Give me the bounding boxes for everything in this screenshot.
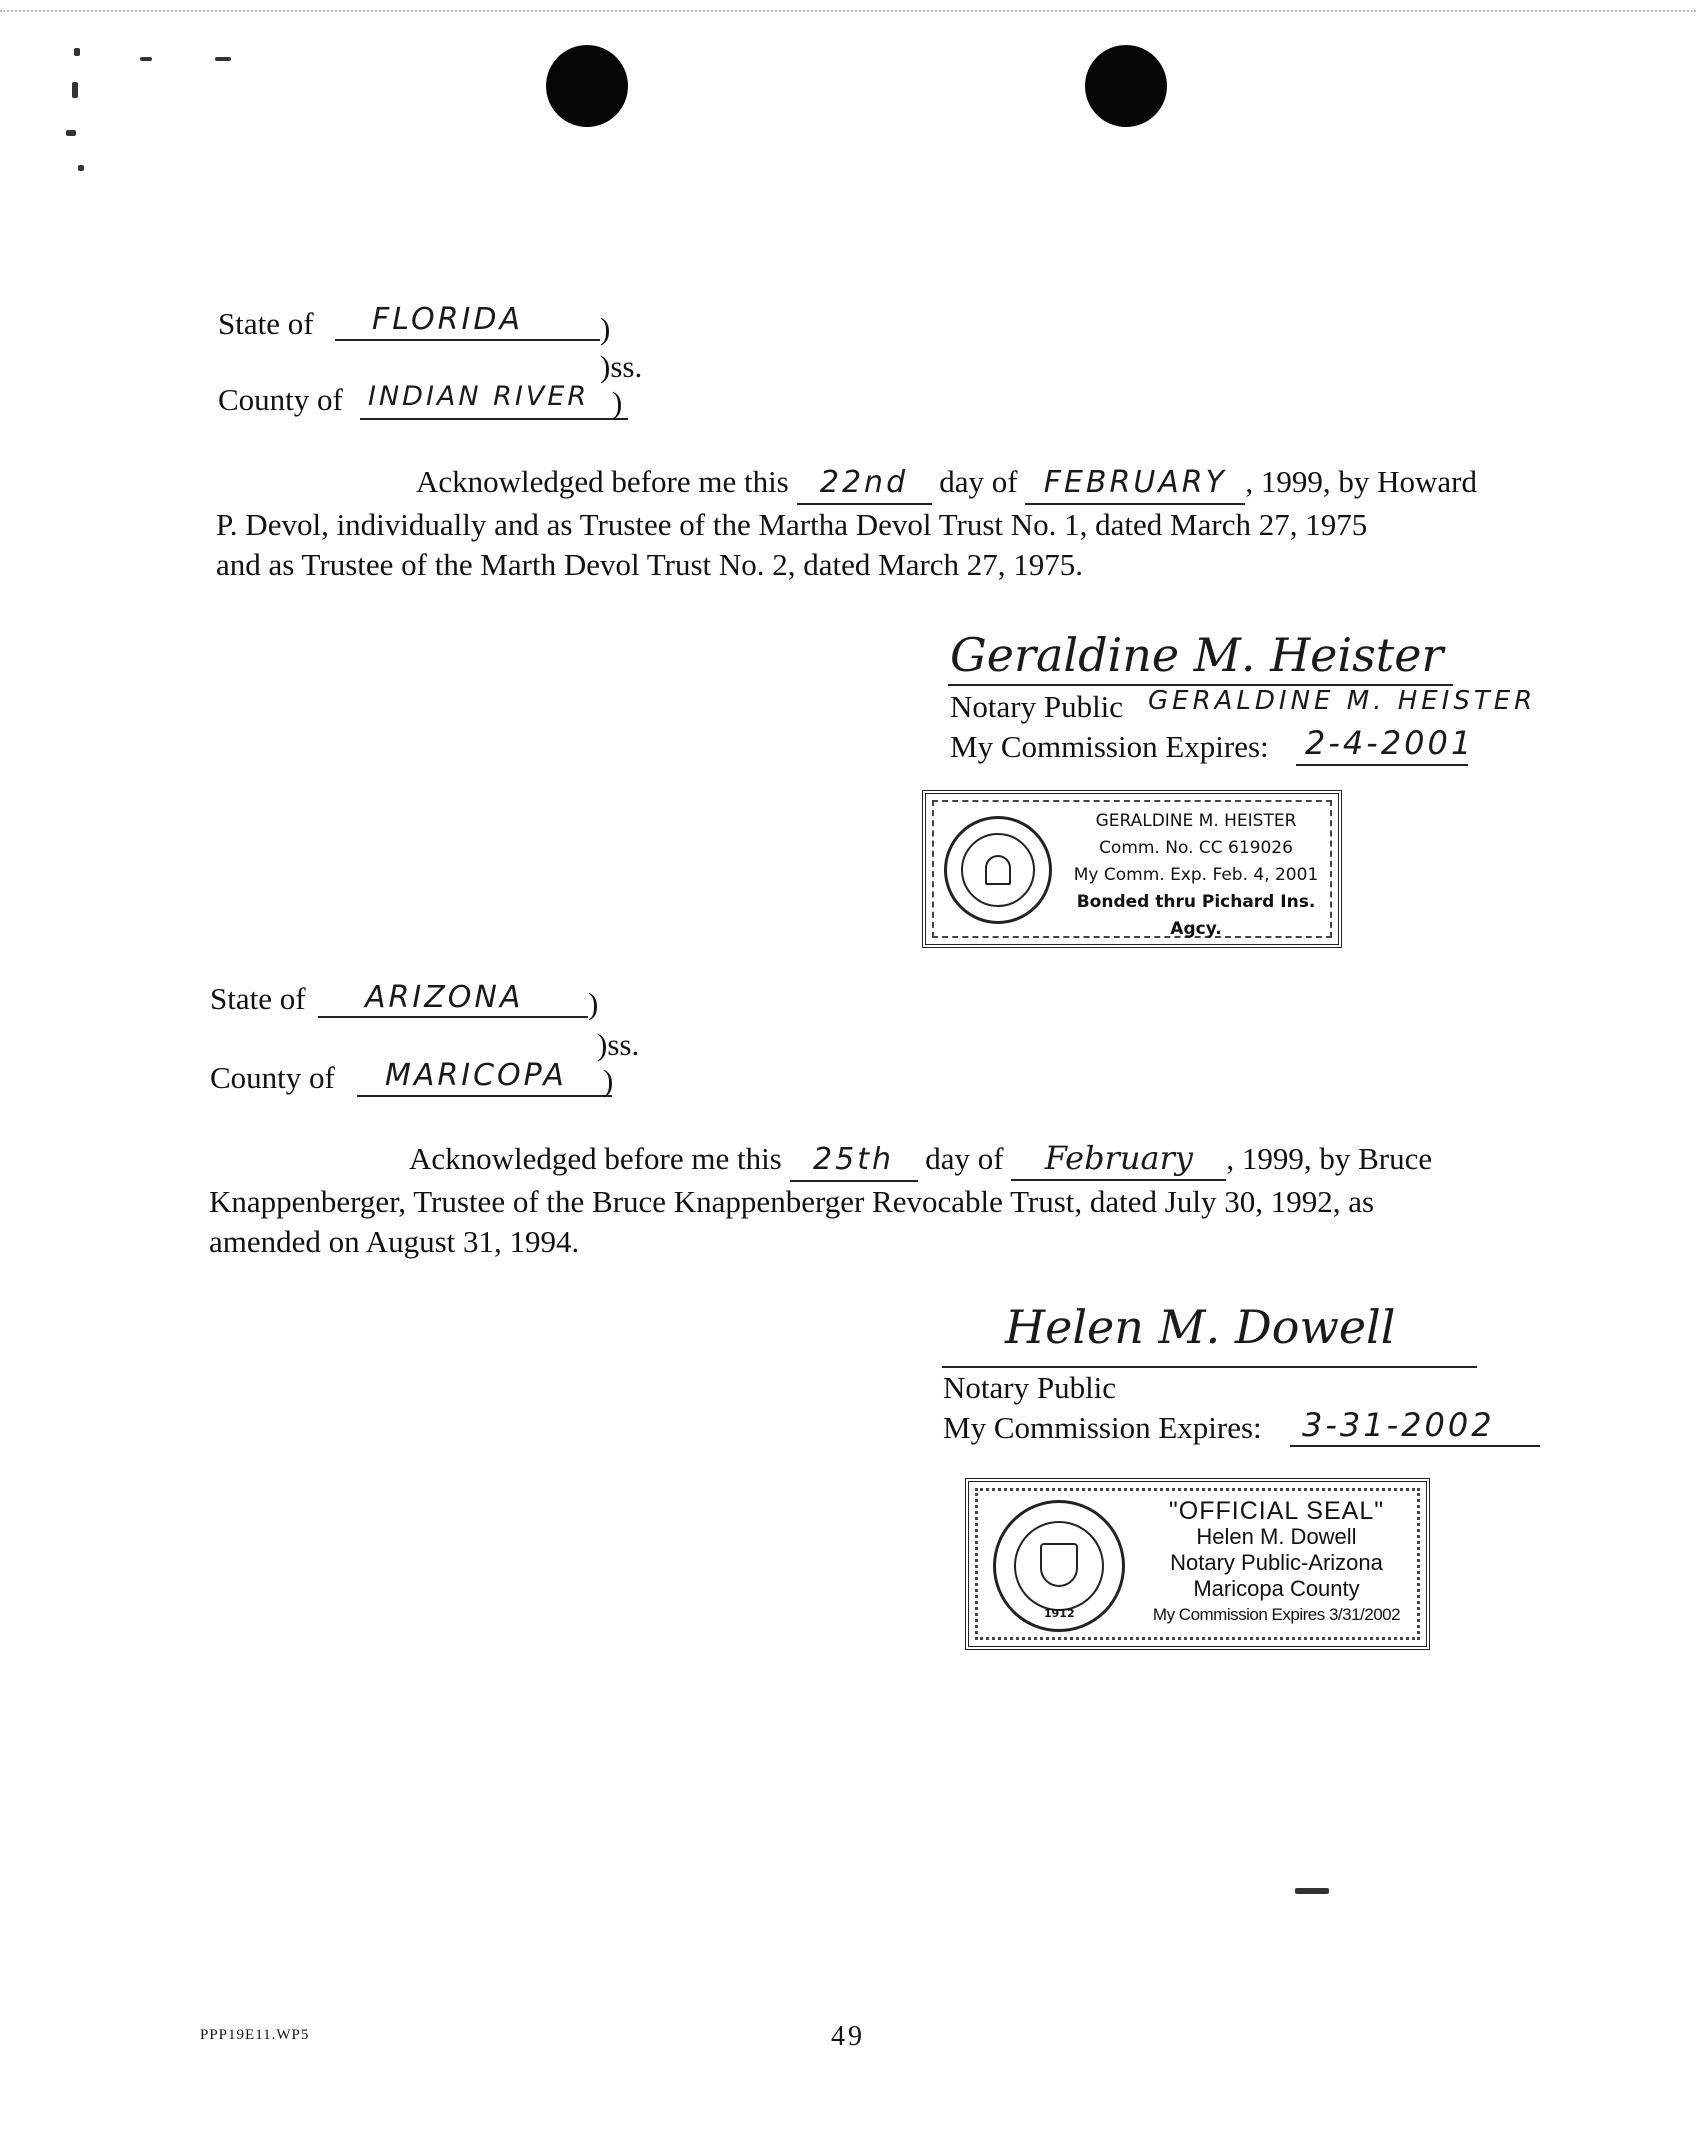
ack-month-1: FEBRUARY bbox=[1043, 465, 1227, 500]
ack-text-post-1: , 1999, by Howard bbox=[1245, 464, 1477, 499]
county-label-1: County of bbox=[218, 382, 343, 417]
ack-paragraph-2 bbox=[209, 1138, 1509, 1262]
ack-text-post-2: , 1999, by Bruce bbox=[1226, 1141, 1433, 1176]
ack-line3-2: amended on August 31, 1994. bbox=[209, 1224, 580, 1259]
stamp-florida-line3: My Comm. Exp. Feb. 4, 2001 bbox=[1073, 865, 1319, 885]
state-label-2: State of bbox=[210, 981, 306, 1016]
expires-label-1: My Commission Expires: bbox=[950, 729, 1269, 764]
document-code: PPP19E11.WP5 bbox=[200, 2027, 310, 2043]
capitol-dome-icon bbox=[985, 855, 1011, 885]
state-crest-icon bbox=[1040, 1543, 1078, 1587]
punch-hole-right bbox=[1085, 45, 1167, 127]
state-paren-2: ) bbox=[588, 986, 599, 1021]
notary-label-1: Notary Public bbox=[950, 689, 1124, 724]
state-label-1: State of bbox=[218, 306, 314, 341]
stamp-florida-line4: Bonded thru Pichard Ins. Agcy. bbox=[1076, 892, 1316, 939]
scan-top-edge bbox=[0, 10, 1696, 12]
stamp-text-arizona bbox=[1129, 1498, 1424, 1628]
notary-signature-1: Geraldine M. Heister bbox=[950, 628, 1444, 682]
ss-mark-1: )ss. bbox=[600, 349, 643, 384]
stamp-arizona-line1: "OFFICIAL SEAL" bbox=[1168, 1497, 1385, 1525]
stamp-arizona-line2: Helen M. Dowell bbox=[1196, 1524, 1357, 1549]
stamp-arizona-line3: Notary Public-Arizona bbox=[1170, 1550, 1383, 1575]
ack-day-1: 22nd bbox=[819, 465, 909, 500]
notary-name-1: GERALDINE M. HEISTER bbox=[1148, 686, 1537, 716]
ack-text-pre-2: Acknowledged before me this bbox=[409, 1141, 782, 1176]
ack-day-2: 25th bbox=[813, 1142, 894, 1177]
ack-paragraph-1 bbox=[216, 462, 1516, 585]
expires-value-2: 3-31-2002 bbox=[1302, 1406, 1495, 1444]
expires-line-2 bbox=[1290, 1445, 1540, 1447]
scan-speck bbox=[140, 57, 152, 61]
expires-label-2: My Commission Expires: bbox=[943, 1410, 1262, 1445]
stamp-florida-line2: Comm. No. CC 619026 bbox=[1099, 838, 1293, 858]
state-value-1: FLORIDA bbox=[372, 302, 523, 337]
stamp-arizona-line5: My Commission Expires 3/31/2002 bbox=[1152, 1605, 1401, 1624]
county-line-1 bbox=[360, 418, 628, 420]
scan-speck bbox=[66, 130, 76, 136]
ss-mark-2: )ss. bbox=[597, 1027, 640, 1062]
ack-line2-2: Knappenberger, Trustee of the Bruce Knappenberger Revocable Trust, dated July 30, 1992, as bbox=[209, 1184, 1375, 1219]
state-seal-arizona bbox=[993, 1500, 1125, 1632]
county-value-1: INDIAN RIVER bbox=[368, 381, 590, 412]
scan-speck bbox=[78, 165, 84, 171]
scan-speck bbox=[74, 48, 80, 56]
ack-line3-1: and as Trustee of the Marth Devol Trust No. 2, dated March 27, 1975. bbox=[216, 547, 1084, 582]
stamp-text-florida bbox=[1056, 808, 1336, 943]
state-line-2 bbox=[318, 1016, 588, 1018]
stamp-arizona-line4: Maricopa County bbox=[1193, 1576, 1360, 1601]
notary-signature-2: Helen M. Dowell bbox=[1005, 1300, 1396, 1354]
state-value-2: ARIZONA bbox=[365, 980, 524, 1015]
scan-speck bbox=[1295, 1888, 1329, 1894]
notary-label-2: Notary Public bbox=[943, 1370, 1117, 1405]
notary-stamp-arizona bbox=[965, 1478, 1430, 1650]
scan-speck bbox=[215, 57, 231, 61]
page-number: 49 bbox=[831, 2021, 865, 2052]
notary-stamp-florida bbox=[922, 790, 1342, 948]
ack-text-mid-1: day of bbox=[939, 464, 1018, 499]
county-label-2: County of bbox=[210, 1060, 335, 1095]
seal-year: 1912 bbox=[1044, 1607, 1075, 1620]
ack-text-pre-1: Acknowledged before me this bbox=[416, 464, 789, 499]
state-paren-1: ) bbox=[600, 311, 611, 346]
expires-value-1: 2-4-2001 bbox=[1305, 724, 1475, 762]
ack-month-2: February bbox=[1044, 1139, 1193, 1177]
punch-hole-left bbox=[546, 45, 628, 127]
scan-speck bbox=[72, 82, 78, 98]
ack-line2-1: P. Devol, individually and as Trustee of the Martha Devol Trust No. 1, dated March 27, 1975 bbox=[216, 507, 1368, 542]
ack-text-mid-2: day of bbox=[925, 1141, 1004, 1176]
notary-seal-florida bbox=[944, 816, 1052, 924]
stamp-florida-line1: GERALDINE M. HEISTER bbox=[1095, 811, 1297, 831]
expires-line-1 bbox=[1296, 764, 1468, 766]
state-line-1 bbox=[335, 339, 600, 341]
county-value-2: MARICOPA bbox=[385, 1058, 567, 1093]
county-paren-1: ) bbox=[612, 385, 623, 420]
county-paren-2: ) bbox=[603, 1063, 614, 1098]
county-line-2 bbox=[357, 1095, 612, 1097]
signature-line-2 bbox=[942, 1366, 1477, 1368]
